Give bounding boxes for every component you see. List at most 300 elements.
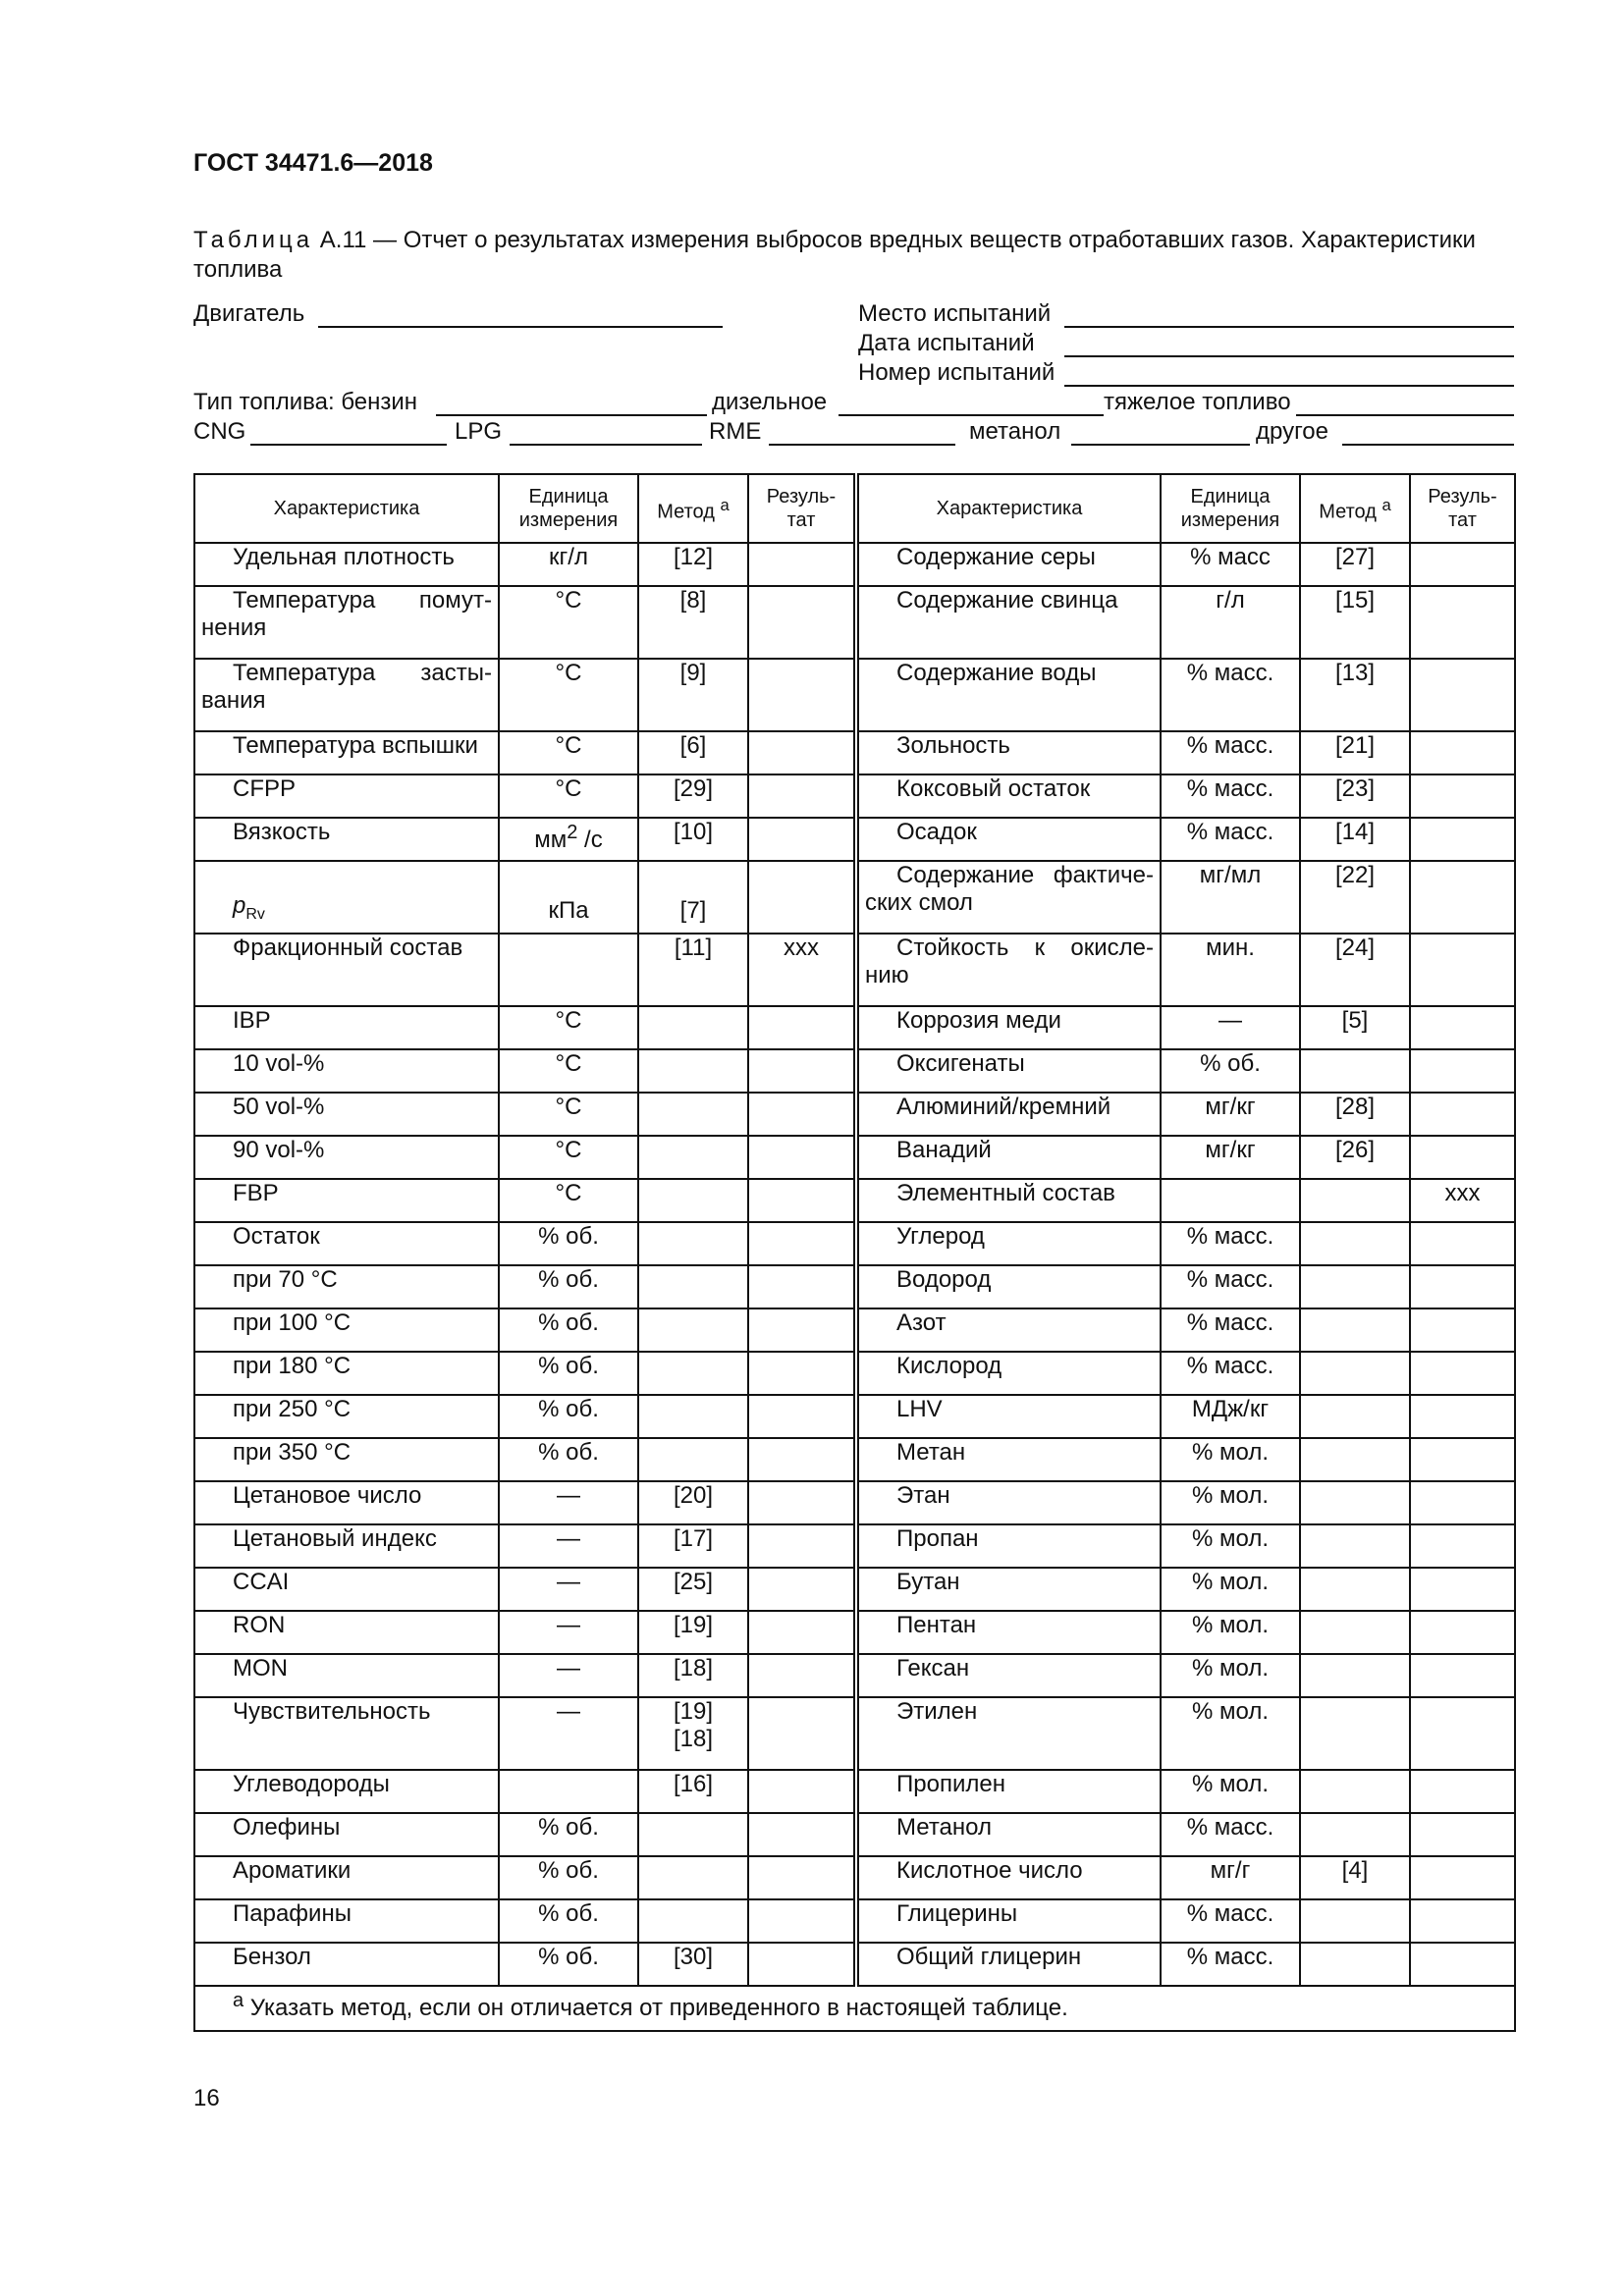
characteristic-cell: 10 vol-% [194,1049,499,1093]
field-row-2 [193,330,1514,359]
table-header-row [194,474,1515,543]
fuel-characteristics-table [193,473,1516,2032]
table-row [194,1265,1515,1308]
result-cell[interactable] [1410,1136,1515,1179]
result-cell[interactable] [748,1006,856,1049]
method-cell: [8] [638,586,748,659]
characteristic-text: Температура засты-вания [201,660,492,714]
result-cell[interactable] [1410,1611,1515,1654]
characteristic-cell: Температура вспышки [194,731,499,774]
unit-cell: % масс. [1161,1265,1300,1308]
result-cell[interactable] [1410,861,1515,934]
unit-cell: мг/г [1161,1856,1300,1899]
characteristic-cell: Олефины [194,1813,499,1856]
characteristic-text: Стойкость к окисле-нию [865,934,1154,988]
characteristic-cell: при 350 °С [194,1438,499,1481]
test-place-label: Место испытаний [858,300,1052,327]
method-cell: [7] [638,861,748,934]
characteristic-cell: Бензол [194,1943,499,1986]
unit-cell: МДж/кг [1161,1395,1300,1438]
result-cell[interactable] [1410,586,1515,659]
result-cell[interactable] [748,1222,856,1265]
result-cell[interactable] [1410,731,1515,774]
characteristic-cell: Алюминий/кремний [856,1093,1161,1136]
result-cell[interactable] [1410,1568,1515,1611]
characteristic-cell: Гексан [856,1654,1161,1697]
characteristic-cell: Этилен [856,1697,1161,1770]
other-label: другое [1256,418,1329,445]
table-row [194,1611,1515,1654]
characteristic-cell: Остаток [194,1222,499,1265]
unit-cell: % об. [499,1813,638,1856]
result-cell[interactable] [748,731,856,774]
characteristic-text: Температура помут-нения [201,587,492,641]
header-method-footnote-mark: а [720,495,730,514]
result-cell[interactable] [1410,1006,1515,1049]
result-cell[interactable] [1410,1654,1515,1697]
result-cell[interactable] [1410,1438,1515,1481]
characteristic-cell: Чувствительность [194,1697,499,1770]
method-cell [638,1222,748,1265]
method-cell: [29] [638,774,748,818]
table-row [194,1438,1515,1481]
table-row [194,586,1515,659]
unit-cell [499,934,638,1006]
unit-cell: — [499,1481,638,1524]
unit-cell: % об. [499,1943,638,1986]
characteristic-cell: MON [194,1654,499,1697]
unit-cell: % масс. [1161,1943,1300,1986]
characteristic-cell: Пропан [856,1524,1161,1568]
result-cell[interactable] [748,1770,856,1813]
header-result-right: Резуль-тат [1410,474,1515,543]
result-cell[interactable] [1410,1308,1515,1352]
result-cell[interactable] [748,1179,856,1222]
table-row [194,1136,1515,1179]
unit-cell: — [499,1654,638,1697]
method-cell [1300,1179,1410,1222]
method-cell [638,1136,748,1179]
lpg-label: LPG [455,418,503,445]
method-cell: [10] [638,818,748,861]
result-cell[interactable] [748,586,856,659]
method-cell: [20] [638,1481,748,1524]
characteristic-cell: CFPP [194,774,499,818]
result-cell[interactable] [748,1524,856,1568]
method-cell [1300,1524,1410,1568]
header-method-footnote-mark-right: а [1381,495,1391,514]
result-cell[interactable] [748,1943,856,1986]
method-cell: [19] [638,1611,748,1654]
characteristic-cell: при 180 °С [194,1352,499,1395]
characteristic-cell: Углерод [856,1222,1161,1265]
header-method-text: Метод [657,501,715,523]
test-number-label: Номер испытаний [858,359,1056,386]
unit-cell: °С [499,731,638,774]
result-cell[interactable] [748,1352,856,1395]
method-cell: [30] [638,1943,748,1986]
unit-cell: % мол. [1161,1654,1300,1697]
heavy-fuel-label: тяжелое топливо [1104,389,1291,415]
unit-cell: мг/кг [1161,1093,1300,1136]
characteristic-cell: Пентан [856,1611,1161,1654]
characteristic-cell: Метан [856,1438,1161,1481]
test-number-blank[interactable] [1064,385,1514,387]
result-cell[interactable] [748,1438,856,1481]
unit-cell: % мол. [1161,1568,1300,1611]
table-row [194,1395,1515,1438]
header-characteristic: Характеристика [194,474,499,543]
cng-label: CNG [193,418,246,445]
method-cell [1300,1222,1410,1265]
result-cell[interactable] [1410,1770,1515,1813]
result-cell[interactable] [1410,1856,1515,1899]
method-cell [1300,1568,1410,1611]
unit-cell: % масс [1161,543,1300,586]
result-cell[interactable] [748,1856,856,1899]
unit-cell: — [499,1568,638,1611]
table-row [194,1006,1515,1049]
result-cell[interactable] [1410,543,1515,586]
lpg-blank[interactable] [510,444,702,446]
result-cell[interactable] [748,543,856,586]
table-row [194,1093,1515,1136]
unit-cell: кПа [499,861,638,934]
table-row [194,934,1515,1006]
method-cell [1300,1611,1410,1654]
characteristic-cell: Общий глицерин [856,1943,1161,1986]
result-cell[interactable] [748,774,856,818]
method-cell [1300,1438,1410,1481]
result-cell[interactable] [748,1481,856,1524]
table-row [194,1179,1515,1222]
characteristic-cell [194,586,499,659]
unit-cell: кг/л [499,543,638,586]
unit-cell: % масс. [1161,1813,1300,1856]
characteristic-cell [194,861,499,934]
result-cell[interactable] [748,1611,856,1654]
p-symbol: p [233,892,246,920]
unit-cell: °С [499,1136,638,1179]
header-unit-right: Единица измерения [1161,474,1300,543]
engine-blank[interactable] [318,326,723,328]
characteristic-cell: RON [194,1611,499,1654]
method-cell: [21] [1300,731,1410,774]
characteristic-cell: Ванадий [856,1136,1161,1179]
petrol-blank[interactable] [436,414,707,416]
method-cell: [9] [638,659,748,731]
unit-cell: °С [499,586,638,659]
result-cell[interactable] [748,1654,856,1697]
unit-cell: % об. [499,1222,638,1265]
rme-blank[interactable] [769,444,955,446]
unit-cell [1161,1179,1300,1222]
table-row [194,1352,1515,1395]
method-cell: [28] [1300,1093,1410,1136]
caption-label: Таблица [193,227,314,253]
characteristic-cell: LHV [856,1395,1161,1438]
method-cell [638,1438,748,1481]
method-cell [1300,1395,1410,1438]
table-row [194,659,1515,731]
result-cell[interactable] [1410,1265,1515,1308]
result-cell[interactable] [1410,1093,1515,1136]
result-cell[interactable] [748,1308,856,1352]
result-cell[interactable] [748,1265,856,1308]
table-row [194,1524,1515,1568]
header-result: Резуль-тат [748,474,856,543]
heavy-fuel-blank[interactable] [1296,414,1514,416]
result-cell[interactable] [748,1049,856,1093]
characteristic-cell [194,659,499,731]
method-cell [638,1308,748,1352]
result-cell[interactable]: xxx [1410,1179,1515,1222]
characteristic-text: Содержание фактиче-ских смол [865,862,1154,916]
footnote-text: Указать метод, если он отличается от приведенного в настоящей таблице. [249,1995,1068,2021]
unit-cell: % мол. [1161,1438,1300,1481]
result-cell[interactable] [1410,1899,1515,1943]
characteristic-cell: Бутан [856,1568,1161,1611]
result-cell[interactable] [748,1813,856,1856]
characteristic-cell: Ароматики [194,1856,499,1899]
unit-cell: °С [499,659,638,731]
unit-cell: мг/кг [1161,1136,1300,1179]
result-cell[interactable] [748,1395,856,1438]
method-cell: [17] [638,1524,748,1568]
cng-blank[interactable] [250,444,447,446]
unit-cell: % об. [499,1352,638,1395]
characteristic-cell: Цетановый индекс [194,1524,499,1568]
method-cell: [27] [1300,543,1410,586]
table-row [194,1697,1515,1770]
method-cell: [12] [638,543,748,586]
diesel-blank[interactable] [839,414,1104,416]
characteristic-cell [856,861,1161,934]
result-cell[interactable] [1410,1813,1515,1856]
characteristic-cell: Кислород [856,1352,1161,1395]
result-cell[interactable] [1410,1352,1515,1395]
fuel-type-label: Тип топлива: бензин [193,389,418,415]
result-cell[interactable] [748,1697,856,1770]
table-row [194,1899,1515,1943]
unit-cell: — [1161,1006,1300,1049]
table-row [194,861,1515,934]
unit-cell: % мол. [1161,1770,1300,1813]
method-cell: [15] [1300,586,1410,659]
unit-cell: % об. [1161,1049,1300,1093]
header-characteristic-right: Характеристика [856,474,1161,543]
field-row-4 [193,389,1514,418]
field-row-5 [193,418,1514,448]
unit-cell: °С [499,774,638,818]
test-place-blank[interactable] [1064,326,1514,328]
result-cell[interactable] [748,1568,856,1611]
unit-cell: % масс. [1161,731,1300,774]
result-cell[interactable] [748,818,856,861]
unit-cell: °С [499,1093,638,1136]
unit-cell: % мол. [1161,1481,1300,1524]
characteristic-cell: IBP [194,1006,499,1049]
caption-text: А.11 — Отчет о результатах измерения выбросов вредных веществ отработавших газов. Характеристики топлива [193,227,1476,283]
characteristic-cell: Кислотное число [856,1856,1161,1899]
unit-cell: мг/мл [1161,861,1300,934]
result-cell[interactable] [748,659,856,731]
method-cell: [23] [1300,774,1410,818]
method-cell [1300,1770,1410,1813]
method-cell [638,1813,748,1856]
unit-cell: % масс. [1161,1308,1300,1352]
characteristic-cell: Метанол [856,1813,1161,1856]
method-cell [638,1049,748,1093]
characteristic-cell: Элементный состав [856,1179,1161,1222]
result-cell[interactable]: xxx [748,934,856,1006]
table-row [194,543,1515,586]
result-cell[interactable] [1410,1395,1515,1438]
unit-cell: % масс. [1161,774,1300,818]
method-cell [1300,1943,1410,1986]
header-unit: Единица измерения [499,474,638,543]
test-date-blank[interactable] [1064,355,1514,357]
methanol-label: метанол [969,418,1061,445]
method-cell: [5] [1300,1006,1410,1049]
characteristic-cell: Коксовый остаток [856,774,1161,818]
characteristic-cell: Содержание воды [856,659,1161,731]
method-cell [1300,1654,1410,1697]
method-cell [1300,1697,1410,1770]
characteristic-cell: Зольность [856,731,1161,774]
unit-cell: % об. [499,1308,638,1352]
characteristic-cell: Этан [856,1481,1161,1524]
characteristic-cell: FBP [194,1179,499,1222]
unit-cell: % об. [499,1899,638,1943]
result-cell[interactable] [1410,818,1515,861]
characteristic-cell: Азот [856,1308,1161,1352]
method-cell [638,1899,748,1943]
characteristic-cell: Углеводороды [194,1770,499,1813]
result-cell[interactable] [748,1899,856,1943]
method-cell: [11] [638,934,748,1006]
method-cell [638,1179,748,1222]
unit-cell: % об. [499,1438,638,1481]
header-method-right [1300,474,1410,543]
method-cell [1300,1899,1410,1943]
unit-rest: /с [577,827,603,853]
result-cell[interactable] [1410,659,1515,731]
table-footnote-row [194,1986,1515,2031]
result-cell[interactable] [1410,1049,1515,1093]
characteristic-cell: 90 vol-% [194,1136,499,1179]
table-row [194,1568,1515,1611]
method-cell: [18] [638,1654,748,1697]
unit-base: мм [534,827,568,853]
other-blank[interactable] [1342,444,1514,446]
unit-cell: % об. [499,1265,638,1308]
result-cell[interactable] [748,1093,856,1136]
method-cell [1300,1265,1410,1308]
characteristic-cell: Цетановое число [194,1481,499,1524]
characteristic-cell: Фракционный состав [194,934,499,1006]
method-cell [638,1093,748,1136]
table-body [194,543,1515,2031]
characteristic-cell: при 250 °С [194,1395,499,1438]
characteristic-cell: Оксигенаты [856,1049,1161,1093]
table-row [194,1943,1515,1986]
table-row [194,1770,1515,1813]
method-cell [638,1395,748,1438]
method-line-1: [19] [673,1698,714,1725]
method-cell [638,1352,748,1395]
unit-cell: % масс. [1161,1222,1300,1265]
method-cell: [6] [638,731,748,774]
table-row [194,1856,1515,1899]
method-cell [638,1006,748,1049]
table-row [194,731,1515,774]
table-row [194,1654,1515,1697]
characteristic-cell: Коррозия меди [856,1006,1161,1049]
result-cell[interactable] [1410,934,1515,1006]
table-row [194,1222,1515,1265]
result-cell[interactable] [748,1136,856,1179]
page-number: 16 [193,2085,220,2111]
result-cell[interactable] [1410,1524,1515,1568]
document-id: ГОСТ 34471.6—2018 [193,149,433,177]
method-cell [638,1265,748,1308]
table-caption [193,226,1514,285]
characteristic-cell: Глицерины [856,1899,1161,1943]
result-cell[interactable] [1410,1222,1515,1265]
method-cell [638,1856,748,1899]
unit-cell: — [499,1524,638,1568]
result-cell[interactable] [748,861,856,934]
result-cell[interactable] [1410,1943,1515,1986]
characteristic-cell: Содержание серы [856,543,1161,586]
unit-cell: — [499,1697,638,1770]
table-row [194,1813,1515,1856]
characteristic-cell: Содержание свинца [856,586,1161,659]
unit-cell: — [499,1611,638,1654]
characteristic-cell: Пропилен [856,1770,1161,1813]
method-cell: [4] [1300,1856,1410,1899]
result-cell[interactable] [1410,1697,1515,1770]
method-cell: [14] [1300,818,1410,861]
result-cell[interactable] [1410,1481,1515,1524]
unit-cell [499,1770,638,1813]
method-cell [1300,1049,1410,1093]
method-cell [1300,1813,1410,1856]
unit-cell: % масс. [1161,1352,1300,1395]
method-cell: [26] [1300,1136,1410,1179]
methanol-blank[interactable] [1071,444,1250,446]
unit-cell: % об. [499,1856,638,1899]
method-cell: [16] [638,1770,748,1813]
rme-label: RME [709,418,762,445]
unit-cell: г/л [1161,586,1300,659]
method-cell [1300,1481,1410,1524]
method-cell [1300,1352,1410,1395]
unit-cell: % мол. [1161,1611,1300,1654]
engine-label: Двигатель [193,300,305,327]
header-method [638,474,748,543]
characteristic-cell: Водород [856,1265,1161,1308]
characteristic-cell [856,934,1161,1006]
unit-cell: % об. [499,1395,638,1438]
result-cell[interactable] [1410,774,1515,818]
characteristic-cell: Осадок [856,818,1161,861]
method-cell: [24] [1300,934,1410,1006]
table-footnote [194,1986,1515,2031]
field-row-1 [193,300,1514,330]
characteristic-cell: Вязкость [194,818,499,861]
